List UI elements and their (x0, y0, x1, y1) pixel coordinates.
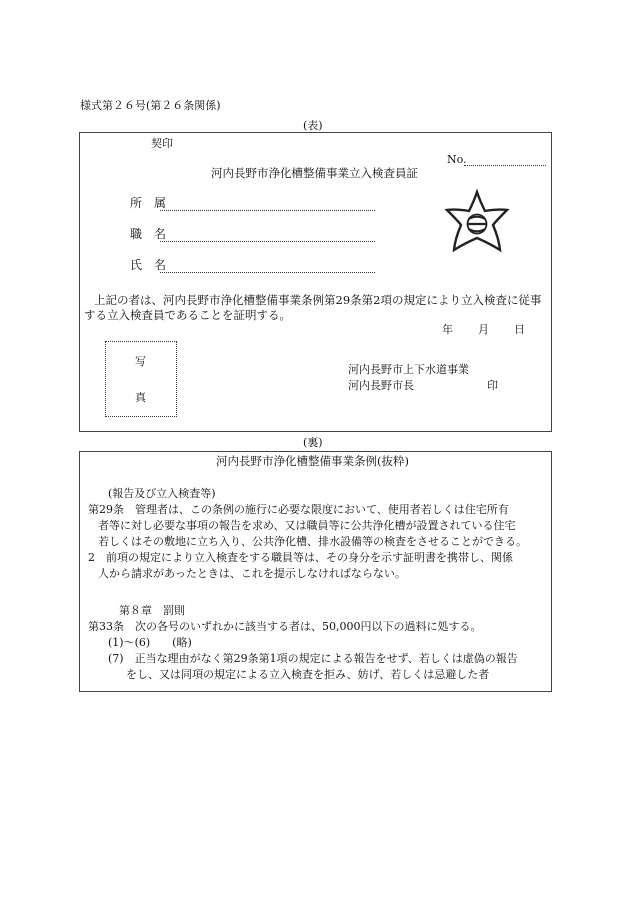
cert-line-2: する立入検査員であることを証明する。 (84, 308, 291, 322)
back-card (79, 451, 552, 692)
section-heading: (報告及び立入検査等) (108, 487, 216, 500)
field-position-label: 職 名 (130, 227, 167, 241)
front-label: (表) (303, 119, 323, 132)
art29-2-line-1: 2 前項の規定により立入検査をする職員等は、その身分を示す証明書を携帯し、関係 (88, 551, 513, 564)
number-label: No. (447, 153, 467, 166)
photo-label-1: 写 (135, 355, 146, 368)
date-year: 年 (442, 323, 453, 336)
art29-line-2: 者等に対し必要な事項の報告を求め、又は職員等に公共浄化槽が設置されている住宅 (98, 519, 516, 532)
seal-label: 契印 (151, 137, 173, 150)
item-7-line-1: (7) 正当な理由がなく第29条第1項の規定による報告をせず、若しくは虚偽の報告 (108, 652, 518, 665)
issuer-stamp: 印 (487, 379, 498, 392)
issuer-line-1: 河内長野市上下水道事業 (348, 363, 469, 376)
cert-line-1: 上記の者は、河内長野市浄化槽整備事業条例第29条第2項の規定により立入検査に従事 (94, 293, 542, 307)
item-7-line-2: をし、又は同項の規定による立入検査を拒み、妨げ、若しくは忌避した者 (126, 668, 490, 681)
card-title: 河内長野市浄化槽整備事業立入検査員証 (211, 166, 418, 180)
back-label: (裏) (303, 436, 323, 449)
art29-2-line-2: 人から請求があったときは、これを提示しなければならない。 (98, 567, 406, 580)
back-title: 河内長野市浄化槽整備事業条例(抜粋) (216, 454, 409, 468)
field-affiliation-label: 所 属 (130, 196, 167, 210)
front-card (79, 132, 552, 432)
chapter-heading: 第８章 罰則 (119, 604, 185, 617)
emblem-icon (444, 189, 510, 255)
date-month: 月 (478, 323, 489, 336)
field-affiliation-line (160, 210, 375, 211)
art33: 第33条 次の各号のいずれかに該当する者は、50,000円以下の過料に処する。 (88, 620, 482, 633)
date-day: 日 (514, 323, 525, 336)
art29-line-3: 若しくはその敷地に立ち入り、公共浄化槽、排水設備等の検査をさせることができる。 (98, 535, 527, 548)
number-line (464, 165, 546, 166)
issuer-line-2: 河内長野市長 (348, 379, 414, 392)
field-name-label: 氏 名 (130, 258, 167, 272)
photo-box (105, 341, 177, 417)
field-position-line (160, 241, 375, 242)
item-1-6: (1)～(6) (略) (108, 636, 192, 649)
art29-line-1: 第29条 管理者は、この条例の施行に必要な限度において、使用者若しくは住宅所有 (88, 503, 509, 516)
field-name-line (160, 272, 375, 273)
form-number: 様式第２６号(第２６条関係) (80, 99, 221, 112)
photo-label-2: 真 (135, 391, 146, 404)
